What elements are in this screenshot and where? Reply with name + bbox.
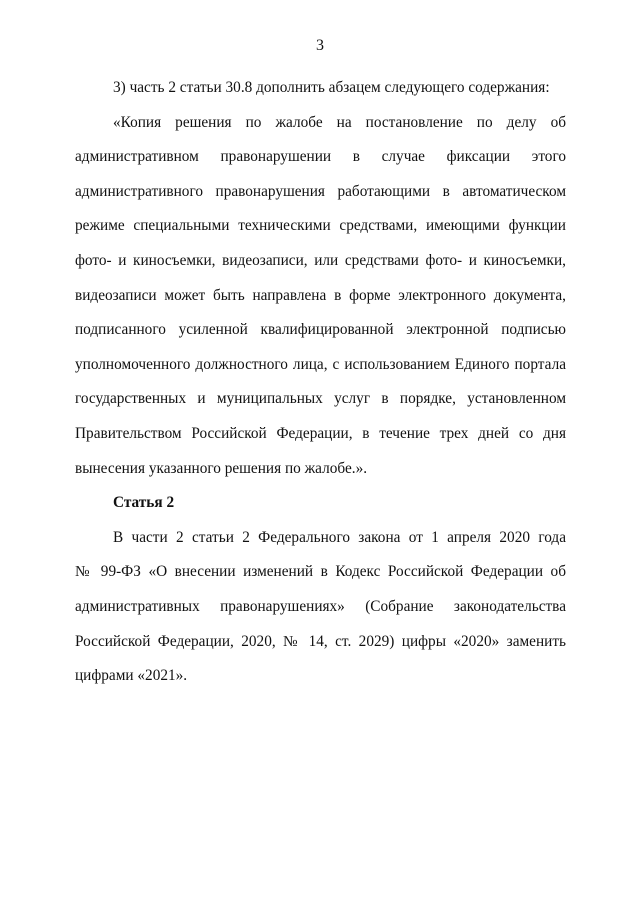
paragraph-line: «Копия решения по жалобе на постановление по делу об [113, 113, 566, 131]
paragraph-line: уполномоченного должностного лица, с использованием Единого портала [75, 355, 566, 373]
article-heading: Статья 2 [113, 494, 175, 512]
paragraph-line: административных правонарушениях» (Собрание законодательства [75, 597, 566, 615]
paragraph-line: видеозаписи может быть направлена в форме электронного документа, [75, 286, 566, 304]
paragraph-line: фото- и киносъемки, видеозаписи, или средствами фото- и киносъемки, [75, 251, 566, 269]
paragraph-line: Правительством Российской Федерации, в течение трех дней со дня [75, 424, 566, 442]
paragraph-line: административном правонарушении в случае фиксации этого [75, 148, 566, 166]
paragraph-line: 3) часть 2 статьи 30.8 дополнить абзацем следующего содержания: [113, 79, 550, 96]
paragraph-line: режиме специальными техническими средствами, имеющими функции [75, 217, 566, 235]
paragraph-line: В части 2 статьи 2 Федерального закона от 1 апреля 2020 года [113, 528, 566, 546]
paragraph-line: государственных и муниципальных услуг в порядке, установленном [75, 390, 566, 408]
document-body [75, 76, 566, 699]
page-number: 3 [316, 37, 324, 54]
paragraph-line: административного правонарушения работающими в автоматическом [75, 182, 566, 200]
paragraph-line: № 99-ФЗ «О внесении изменений в Кодекс Российской Федерации об [75, 563, 566, 581]
paragraph-line: вынесения указанного решения по жалобе.». [75, 459, 368, 477]
paragraph-line: Российской Федерации, 2020, № 14, ст. 2029) цифры «2020» заменить [75, 632, 566, 650]
paragraph-line: подписанного усиленной квалифицированной электронной подписью [75, 321, 566, 339]
paragraph-line: цифрами «2021». [75, 667, 188, 685]
